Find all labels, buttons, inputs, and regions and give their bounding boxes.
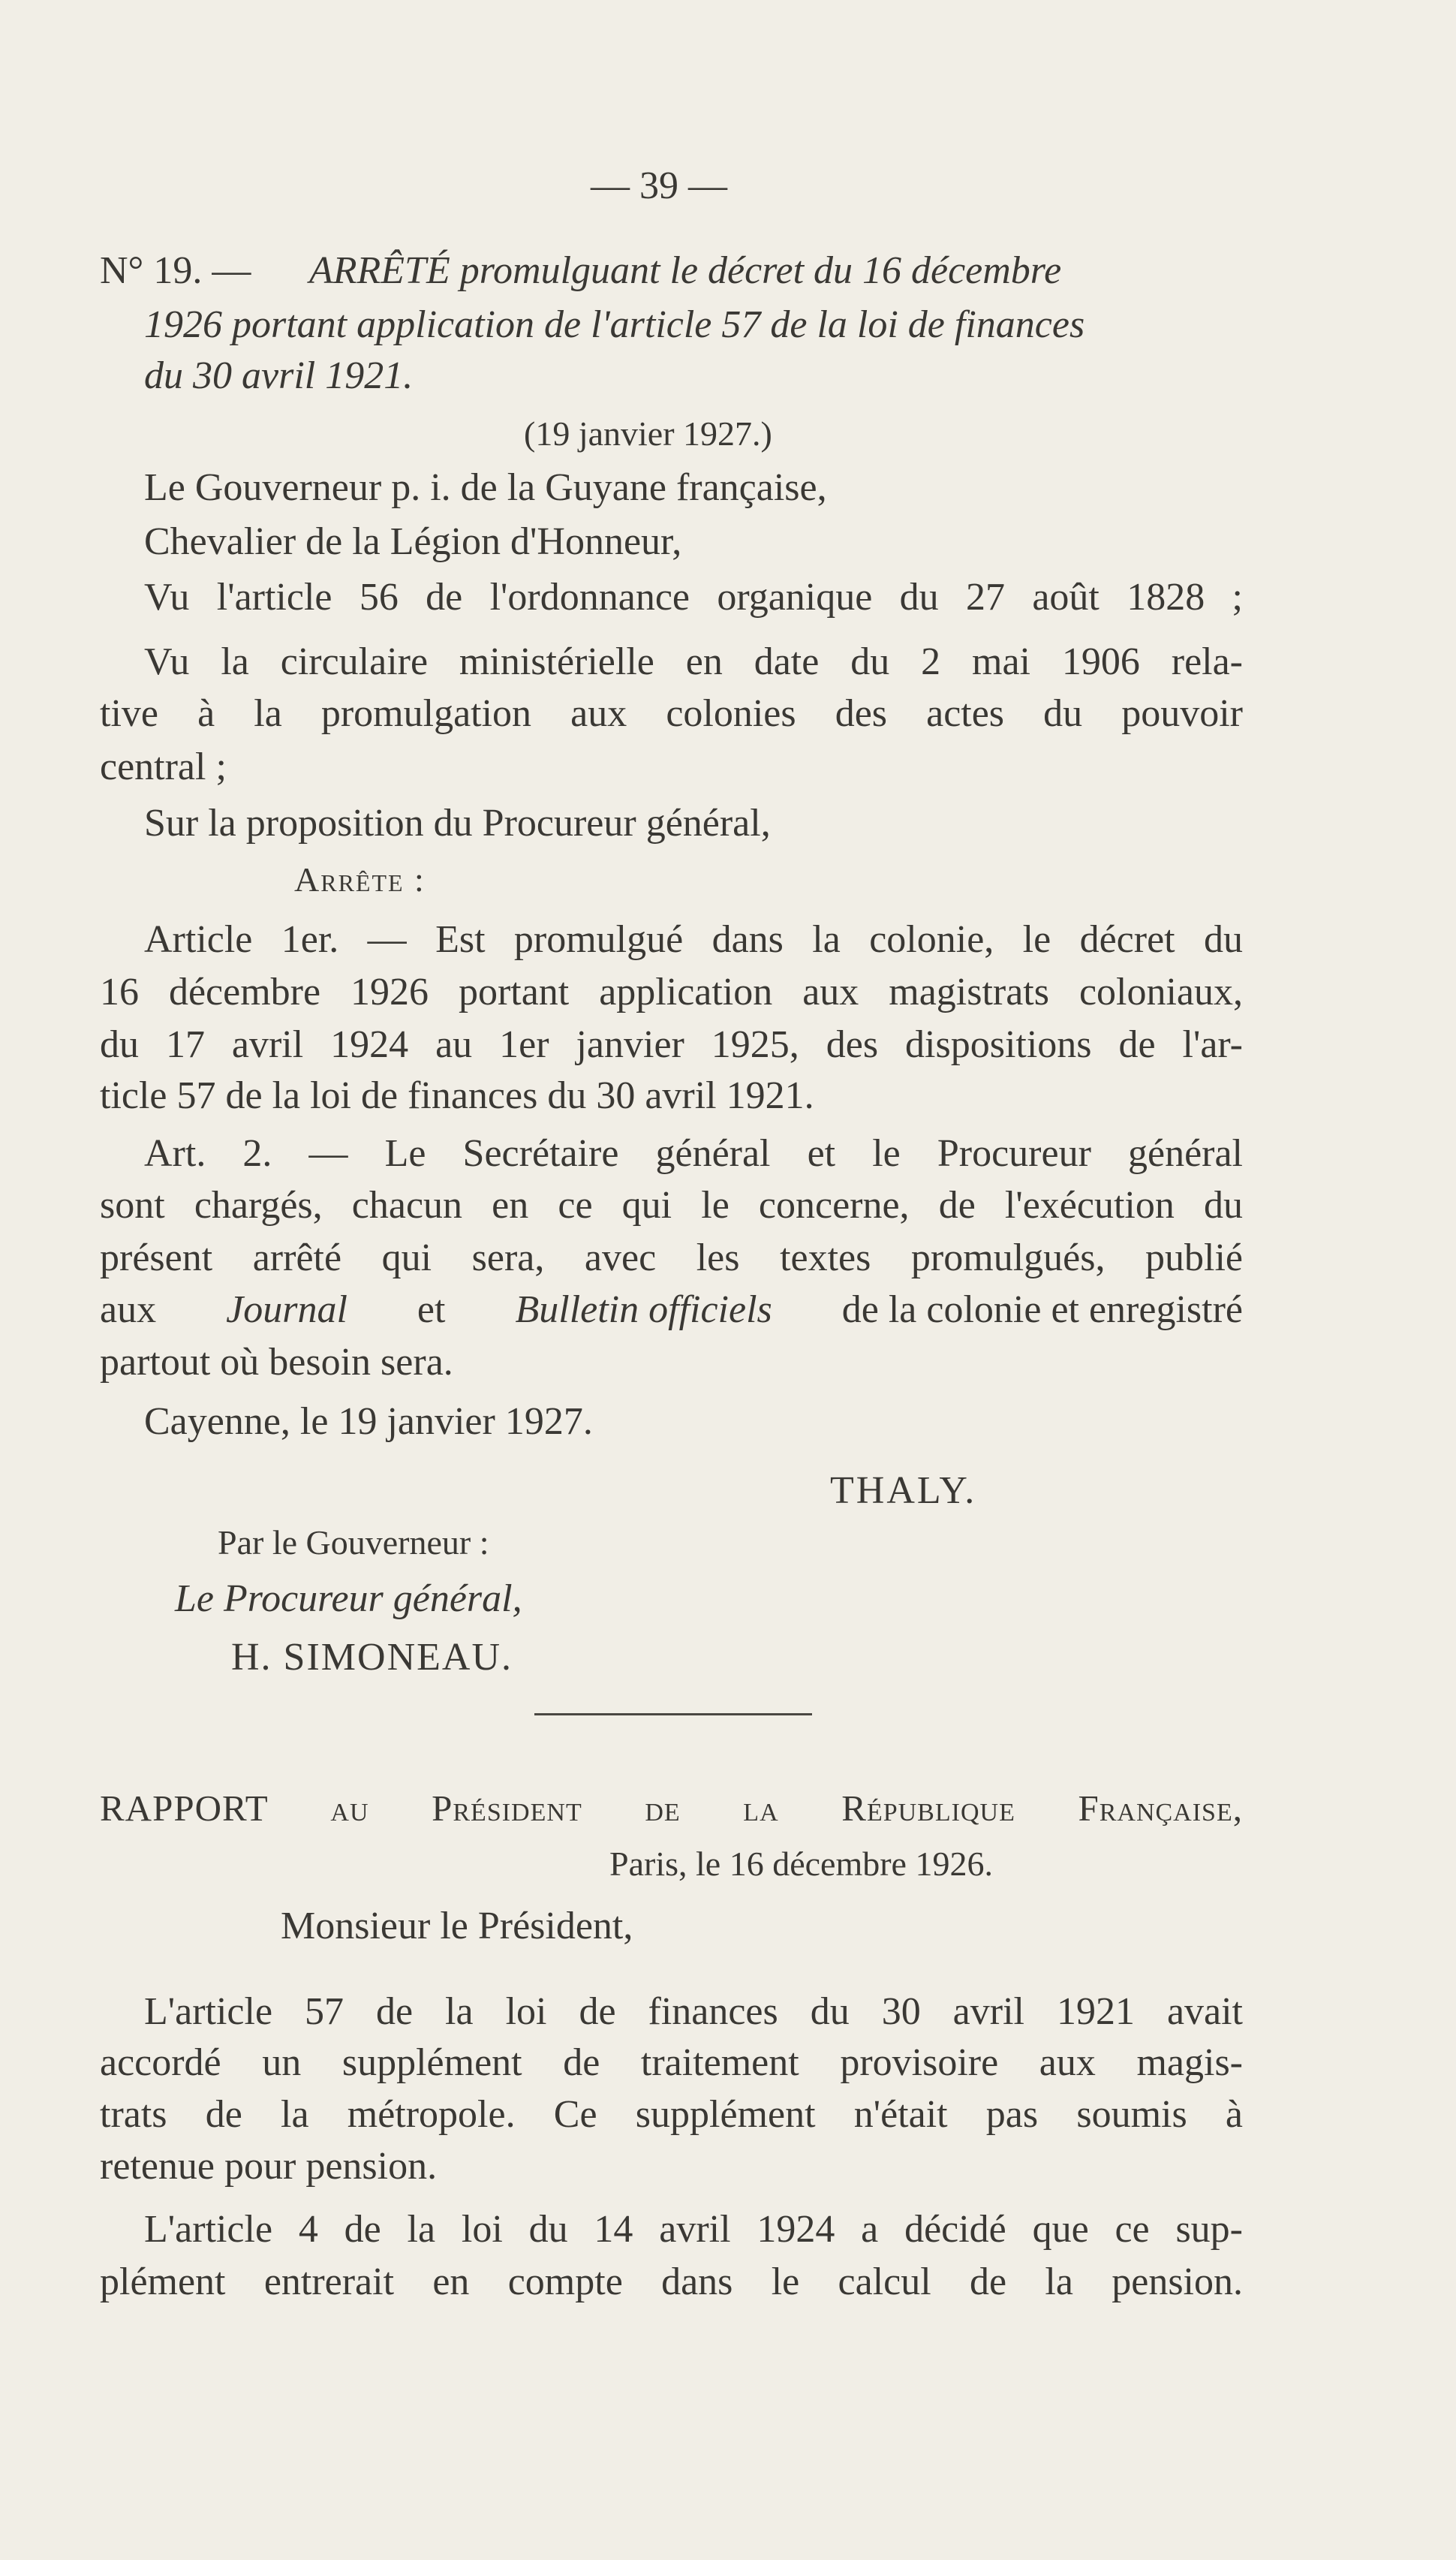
article-2-line-1: Art. 2. — Le Secrétaire général et le Procureur général: [144, 1132, 1243, 1175]
rapport-heading: RAPPORT au Président de la République Française,: [100, 1787, 1243, 1829]
rapport-p1-line-2: accordé un supplément de traitement provisoire aux magis-: [100, 2041, 1243, 2084]
rapport-place-date: Paris, le 16 décembre 1926.: [609, 1845, 993, 1883]
article-1-line-1: Article 1er. — Est promulgué dans la colonie, le décret du: [144, 918, 1243, 961]
article-2-line-2: sont chargés, chacun en ce qui le concerne, de l'exécution du: [100, 1184, 1243, 1227]
rapport-p2-line-2: plément entrerait en compte dans le calcul de la pension.: [100, 2260, 1243, 2303]
article-2-line-4: aux Journal et Bulletin officiels de la colonie et enregistré: [100, 1288, 1243, 1331]
procureur-title: Le Procureur général,: [175, 1577, 522, 1620]
article-1-line-2: 16 décembre 1926 portant application aux magistrats coloniaux,: [100, 971, 1243, 1013]
article-2-line-3: présent arrêté qui sera, avec les textes promulgués, publié: [100, 1236, 1243, 1279]
article-2-line-5: partout où besoin sera.: [100, 1341, 453, 1384]
par-le-gouverneur: Par le Gouverneur :: [218, 1523, 489, 1562]
rapport-p1-line-1: L'article 57 de la loi de finances du 30 avril 1921 avait: [144, 1990, 1243, 2033]
arrete-title-line3: du 30 avril 1921.: [144, 354, 414, 397]
chevalier-line: Chevalier de la Légion d'Honneur,: [144, 520, 682, 563]
procureur-name: H. SIMONEAU.: [231, 1636, 513, 1679]
salutation: Monsieur le Président,: [281, 1905, 633, 1947]
arrete-title-line1: ARRÊTÉ promulguant le décret du 16 décembre: [309, 249, 1062, 292]
section-divider: [534, 1713, 812, 1715]
sur-proposition: Sur la proposition du Procureur général,: [144, 802, 771, 845]
page-number: — 39 —: [591, 164, 727, 207]
rapport-p1-line-4: retenue pour pension.: [100, 2145, 438, 2188]
arrete-word: Arrête :: [294, 860, 426, 899]
arrete-number: N° 19. —: [100, 249, 251, 292]
vu-line-2b: tive à la promulgation aux colonies des actes du pouvoir: [100, 692, 1243, 735]
arrete-title-line2: 1926 portant application de l'article 57 de la loi de finances: [144, 303, 1085, 346]
vu-line-1: Vu l'article 56 de l'ordonnance organique du 27 août 1828 ;: [144, 576, 1243, 619]
vu-line-2c: central ;: [100, 745, 227, 788]
vu-line-2a: Vu la circulaire ministérielle en date du 2 mai 1906 rela-: [144, 640, 1243, 683]
rapport-p1-line-3: trats de la métropole. Ce supplément n'était pas soumis à: [100, 2093, 1243, 2136]
article-1-line-4: ticle 57 de la loi de finances du 30 avril 1921.: [100, 1074, 814, 1117]
article-1-line-3: du 17 avril 1924 au 1er janvier 1925, des dispositions de l'ar-: [100, 1023, 1243, 1066]
arrete-date: (19 janvier 1927.): [524, 414, 772, 453]
gouverneur-line: Le Gouverneur p. i. de la Guyane française,: [144, 466, 827, 509]
place-date: Cayenne, le 19 janvier 1927.: [144, 1400, 593, 1443]
rapport-p2-line-1: L'article 4 de la loi du 14 avril 1924 a décidé que ce sup-: [144, 2208, 1243, 2251]
signature: THALY.: [830, 1469, 977, 1512]
